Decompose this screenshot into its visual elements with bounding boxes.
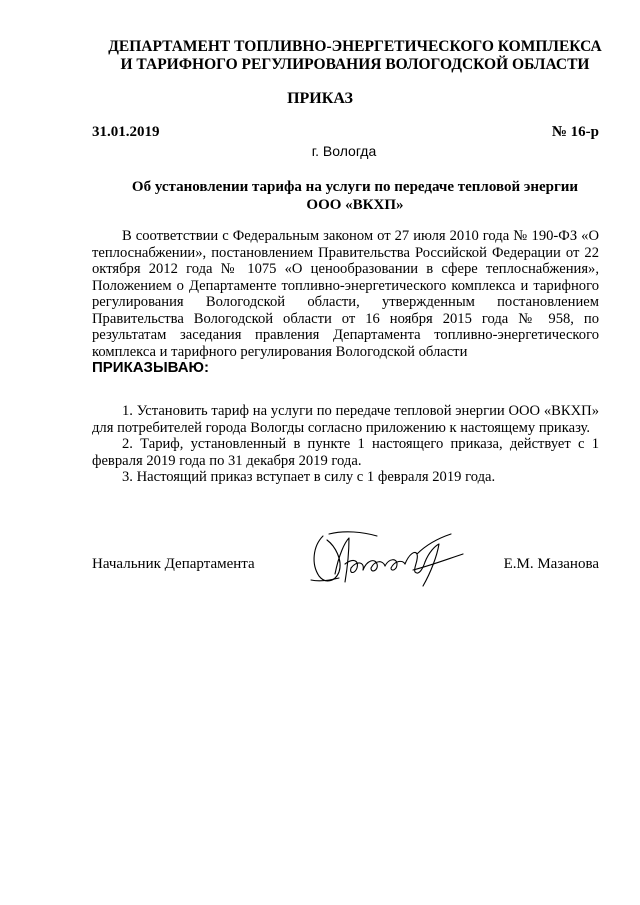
handwritten-signature: [305, 524, 485, 594]
city-name: г. Вологда: [311, 143, 377, 159]
order-subject-line-2: ООО «ВКХП»: [306, 197, 404, 213]
department-header-line-2: И ТАРИФНОГО РЕГУЛИРОВАНИЯ ВОЛОГОДСКОЙ ОБЛАСТИ: [120, 56, 590, 73]
signatory-name: Е.М. Мазанова: [503, 556, 599, 572]
preamble-paragraph: В соответствии с Федеральным законом от 27 июля 2010 года № 190-ФЗ «О теплоснабжении», постановлением Правительства Российской Федерации от 22 октября 2012 года № 1075 «О ценообразовании в сфере теплоснабжения», Положением о Департаменте топливно-энергетического комплекса и тарифного регулирования Вологодской области, утвержденным постановлением Правительства Вологодской области от 16 ноября 2015 года № 958, по результатам заседания правления Департамента топливно-энергетического комплекса и тарифного регулирования Вологодской области: [92, 228, 599, 360]
order-number: № 16-р: [551, 124, 599, 140]
decree-word: ПРИКАЗЫВАЮ:: [92, 359, 210, 376]
order-item-2: 2. Тариф, установленный в пункте 1 настоящего приказа, действует с 1 февраля 2019 года по 31 декабря 2019 года.: [92, 436, 599, 469]
department-header: [60, 38, 640, 74]
preamble-block: [92, 228, 599, 377]
order-subject-line-1: Об установлении тарифа на услуги по передаче тепловой энергии: [131, 179, 579, 195]
order-items: [92, 403, 599, 486]
signatory-position: Начальник Департамента: [92, 556, 255, 572]
order-item-1: 1. Установить тариф на услуги по передаче тепловой энергии ООО «ВКХП» для потребителей города Вологды согласно приложению к настоящему приказу.: [92, 403, 599, 436]
order-date: 31.01.2019: [92, 124, 160, 140]
order-subject: [60, 178, 640, 214]
order-item-3: 3. Настоящий приказ вступает в силу с 1 февраля 2019 года.: [122, 469, 496, 485]
document-type-title: ПРИКАЗ: [287, 90, 353, 107]
department-header-line-1: ДЕПАРТАМЕНТ ТОПЛИВНО-ЭНЕРГЕТИЧЕСКОГО КОМПЛЕКСА: [108, 38, 602, 55]
